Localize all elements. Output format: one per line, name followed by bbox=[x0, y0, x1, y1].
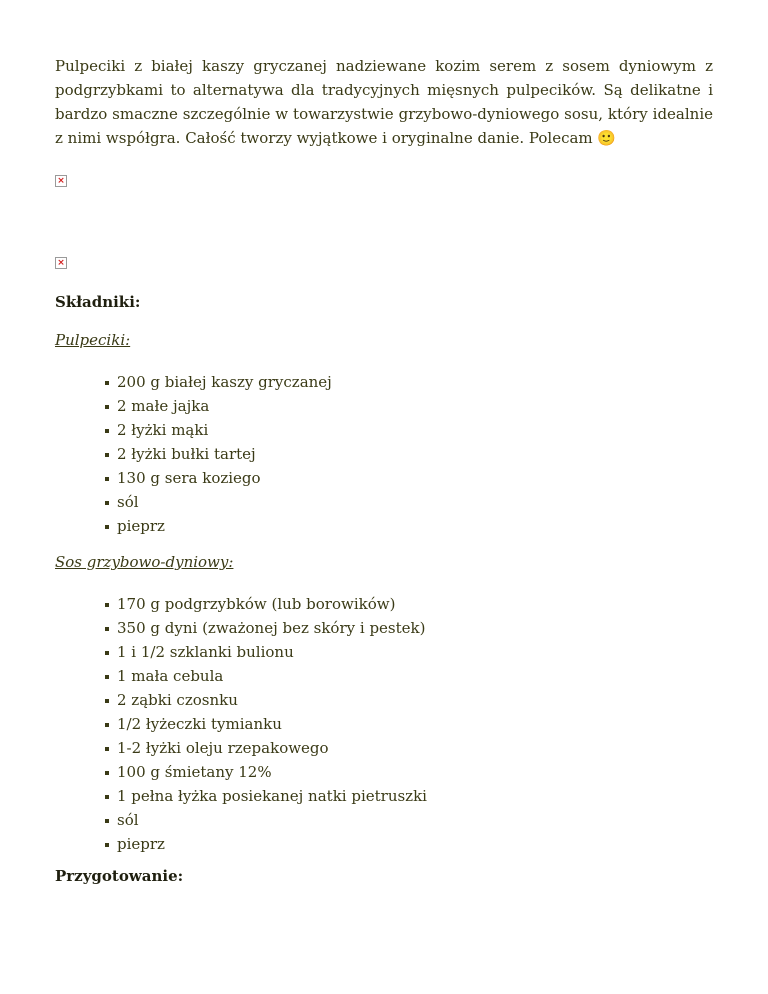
broken-image-x: × bbox=[57, 258, 65, 268]
list-item: sól bbox=[105, 808, 713, 832]
preparation-heading: Przygotowanie: bbox=[55, 867, 184, 885]
sauce-ingredient-list bbox=[55, 592, 713, 856]
list-item: 100 g śmietany 12% bbox=[105, 760, 713, 784]
intro-paragraph: Pulpeciki z białej kaszy gryczanej nadziewane kozim serem z sosem dyniowym z podgrzybkami to alternatywa dla tradycyjnych mięsnych pulpecików. Są delikatne i bardzo smaczne szczególnie w towarzystwie grzybowo-dyniowego sosu, który idealnie z nimi współgra. Całość tworzy wyjątkowe i oryginalne danie. Polecam 🙂 bbox=[55, 57, 713, 147]
broken-image-icon bbox=[55, 257, 67, 269]
list-item: sól bbox=[105, 490, 713, 514]
list-item: 350 g dyni (zważonej bez skóry i pestek) bbox=[105, 616, 713, 640]
list-item: 1/2 łyżeczki tymianku bbox=[105, 712, 713, 736]
list-item: 1 mała cebula bbox=[105, 664, 713, 688]
list-item: 1 i 1/2 szklanki bulionu bbox=[105, 640, 713, 664]
list-item: 130 g sera koziego bbox=[105, 466, 713, 490]
meatballs-ingredient-list bbox=[55, 370, 713, 538]
list-item: pieprz bbox=[105, 832, 713, 856]
list-item: 2 łyżki bułki tartej bbox=[105, 442, 713, 466]
list-item: pieprz bbox=[105, 514, 713, 538]
list-item: 200 g białej kaszy gryczanej bbox=[105, 370, 713, 394]
recipe-content bbox=[55, 54, 713, 886]
list-item: 2 łyżki mąki bbox=[105, 418, 713, 442]
list-item: 1 pełna łyżka posiekanej natki pietruszki bbox=[105, 784, 713, 808]
meatballs-subheading: Pulpeciki: bbox=[55, 331, 131, 349]
list-item: 2 małe jajka bbox=[105, 394, 713, 418]
sauce-subheading: Sos grzybowo-dyniowy: bbox=[55, 553, 234, 571]
broken-image-icon bbox=[55, 175, 67, 187]
ingredients-heading: Składniki: bbox=[55, 293, 141, 311]
list-item: 170 g podgrzybków (lub borowików) bbox=[105, 592, 713, 616]
broken-image-x: × bbox=[57, 176, 65, 186]
list-item: 2 ząbki czosnku bbox=[105, 688, 713, 712]
list-item: 1-2 łyżki oleju rzepakowego bbox=[105, 736, 713, 760]
